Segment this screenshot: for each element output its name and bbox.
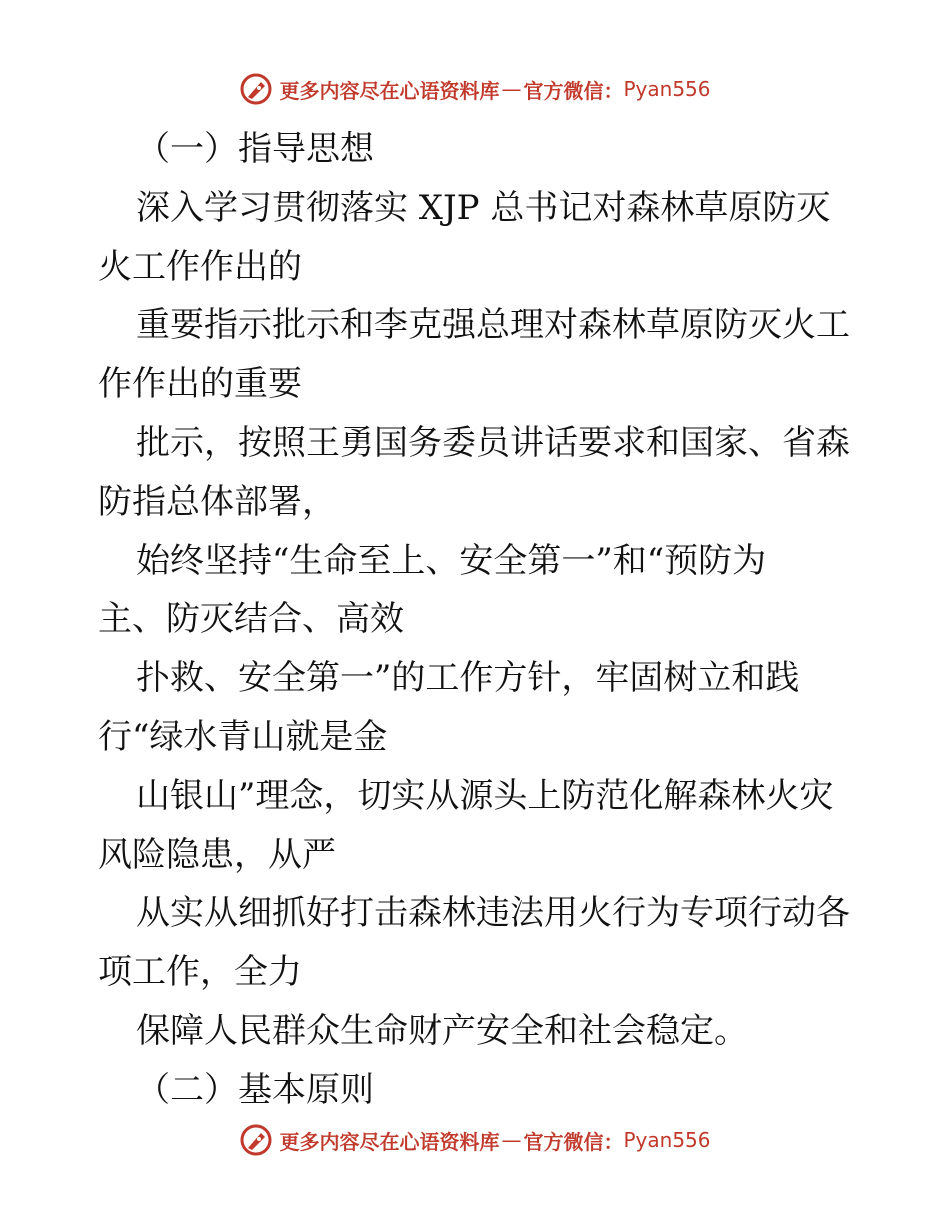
header-watermark — [0, 72, 950, 106]
paragraph-line: 作作出的重要 — [98, 364, 302, 405]
paragraph-line: 火工作作出的 — [98, 246, 302, 287]
paragraph-line: 主、防灭结合、高效 — [98, 599, 404, 640]
paragraph-line: 从实从细抓好打击森林违法用火行为专项行动各 — [136, 893, 850, 934]
paragraph-line: 始终坚持“生命至上、安全第一”和“预防为 — [136, 540, 767, 581]
paragraph-line: 项工作，全力 — [98, 952, 302, 993]
paragraph-line: 保障人民群众生命财产安全和社会稳定。 — [136, 1010, 748, 1051]
paragraph-line: 行“绿水青山就是金 — [98, 716, 388, 757]
paragraph-line: 山银山”理念，切实从源头上防范化解森林火灾 — [136, 775, 834, 816]
watermark-separator: — — [501, 1128, 522, 1152]
paragraph-line: 风险隐患，从严 — [98, 834, 336, 875]
watermark-text: 更多内容尽在心语资料库 — [279, 1129, 500, 1154]
paragraph-line: 批示，按照王勇国务委员讲话要求和国家、省森 — [136, 422, 850, 463]
watermark-wechat-id: Pyan556 — [623, 77, 711, 101]
pen-nib-seal-icon — [239, 1123, 273, 1157]
section-heading-basic-principles: （二）基本原则 — [136, 1069, 374, 1110]
paragraph-line: 重要指示批示和李克强总理对森林草原防灭火工 — [136, 305, 850, 346]
watermark-wechat-label: 官方微信： — [523, 78, 624, 103]
document-body — [98, 120, 858, 1120]
footer-watermark — [0, 1123, 950, 1157]
paragraph-line: 防指总体部署， — [98, 481, 336, 522]
paragraph-line: 深入学习贯彻落实 XJP 总书记对森林草原防灭 — [136, 187, 831, 228]
paragraph-line: 扑救、安全第一”的工作方针，牢固树立和践 — [136, 658, 800, 699]
pen-nib-seal-icon — [239, 72, 273, 106]
watermark-wechat-label: 官方微信： — [523, 1129, 624, 1154]
watermark-text: 更多内容尽在心语资料库 — [279, 78, 500, 103]
section-heading-guiding-ideology: （一）指导思想 — [136, 129, 374, 169]
watermark-wechat-id: Pyan556 — [623, 1128, 711, 1152]
watermark-separator: — — [501, 77, 522, 101]
